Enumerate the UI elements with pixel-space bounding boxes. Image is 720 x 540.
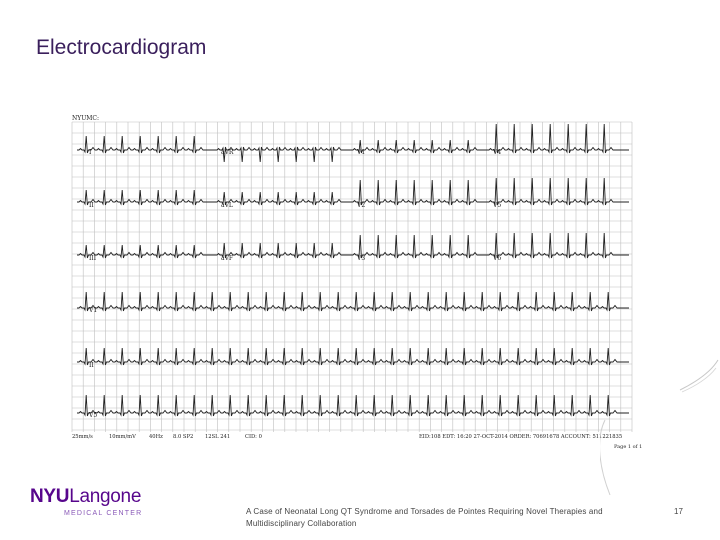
- lead-trace-r3-c2: [215, 243, 351, 258]
- lead-label-iii: III: [89, 255, 97, 262]
- rhythm-trace-v1: [77, 292, 629, 311]
- logo-nyu: NYU: [30, 486, 70, 507]
- ecg-param-gain: 10mm/mV: [109, 434, 136, 440]
- ecg-param-sp2: 8.0 SP2: [173, 434, 194, 440]
- rhythm-label-v1: V1: [89, 307, 98, 314]
- lead-trace-r2-c4: [487, 178, 629, 205]
- lead-label-v6: V6: [493, 255, 502, 262]
- lead-label-v2: V2: [357, 202, 366, 209]
- lead-label-v5: V5: [493, 202, 502, 209]
- page-number: 17: [674, 507, 683, 516]
- lead-label-avr: aVR: [221, 149, 234, 156]
- lead-trace-r2-c2: [215, 192, 351, 205]
- logo-subtitle: MEDICAL CENTER: [64, 510, 143, 517]
- rhythm-trace-v5: [77, 395, 629, 416]
- rhythm-label-ii: II: [89, 362, 94, 369]
- decorative-swoosh: [600, 330, 720, 510]
- ecg-param-cid: CID: 0: [245, 434, 262, 440]
- lead-label-avl: aVL: [221, 202, 233, 209]
- lead-trace-r1-c4: [487, 124, 629, 153]
- ecg-bottom-info: EID:108 EDT: 16:20 27-OCT-2014 ORDER: 70691678 ACCOUNT: 511221835: [419, 434, 623, 440]
- lead-label-i: I: [89, 149, 92, 156]
- ecg-param-filter: 40Hz: [149, 434, 163, 440]
- footer-caption: A Case of Neonatal Long QT Syndrome and Torsades de Pointes Requiring Novel Therapies and Multidisciplinary Collaboration: [246, 507, 603, 528]
- rhythm-trace-ii: [77, 348, 629, 365]
- lead-label-v4: V4: [493, 149, 502, 156]
- lead-label-v3: V3: [357, 255, 366, 262]
- slide-title: Electrocardiogram: [36, 36, 207, 59]
- ecg-param-speed: 25mm/s: [72, 434, 93, 440]
- ecg-param-12sl: 12SL 241: [205, 434, 231, 440]
- lead-trace-r1-c1: [77, 136, 215, 153]
- ecg-tracing: [69, 112, 645, 457]
- lead-label-ii: II: [89, 202, 94, 209]
- ecg-header: NYUMC:: [72, 115, 100, 122]
- rhythm-label-v5: V5: [89, 412, 98, 419]
- ecg-page-info: Page 1 of 1: [614, 444, 643, 450]
- lead-label-v1: V1: [357, 149, 366, 156]
- logo-wordmark: [30, 486, 141, 508]
- lead-trace-r3-c1: [77, 245, 215, 258]
- ecg-image: [69, 112, 645, 457]
- nyu-langone-logo: [30, 484, 160, 524]
- lead-label-avf: aVF: [221, 255, 234, 262]
- lead-trace-r2-c1: [77, 190, 215, 205]
- logo-langone: Langone: [69, 486, 142, 507]
- lead-trace-r1-c2: [215, 147, 351, 162]
